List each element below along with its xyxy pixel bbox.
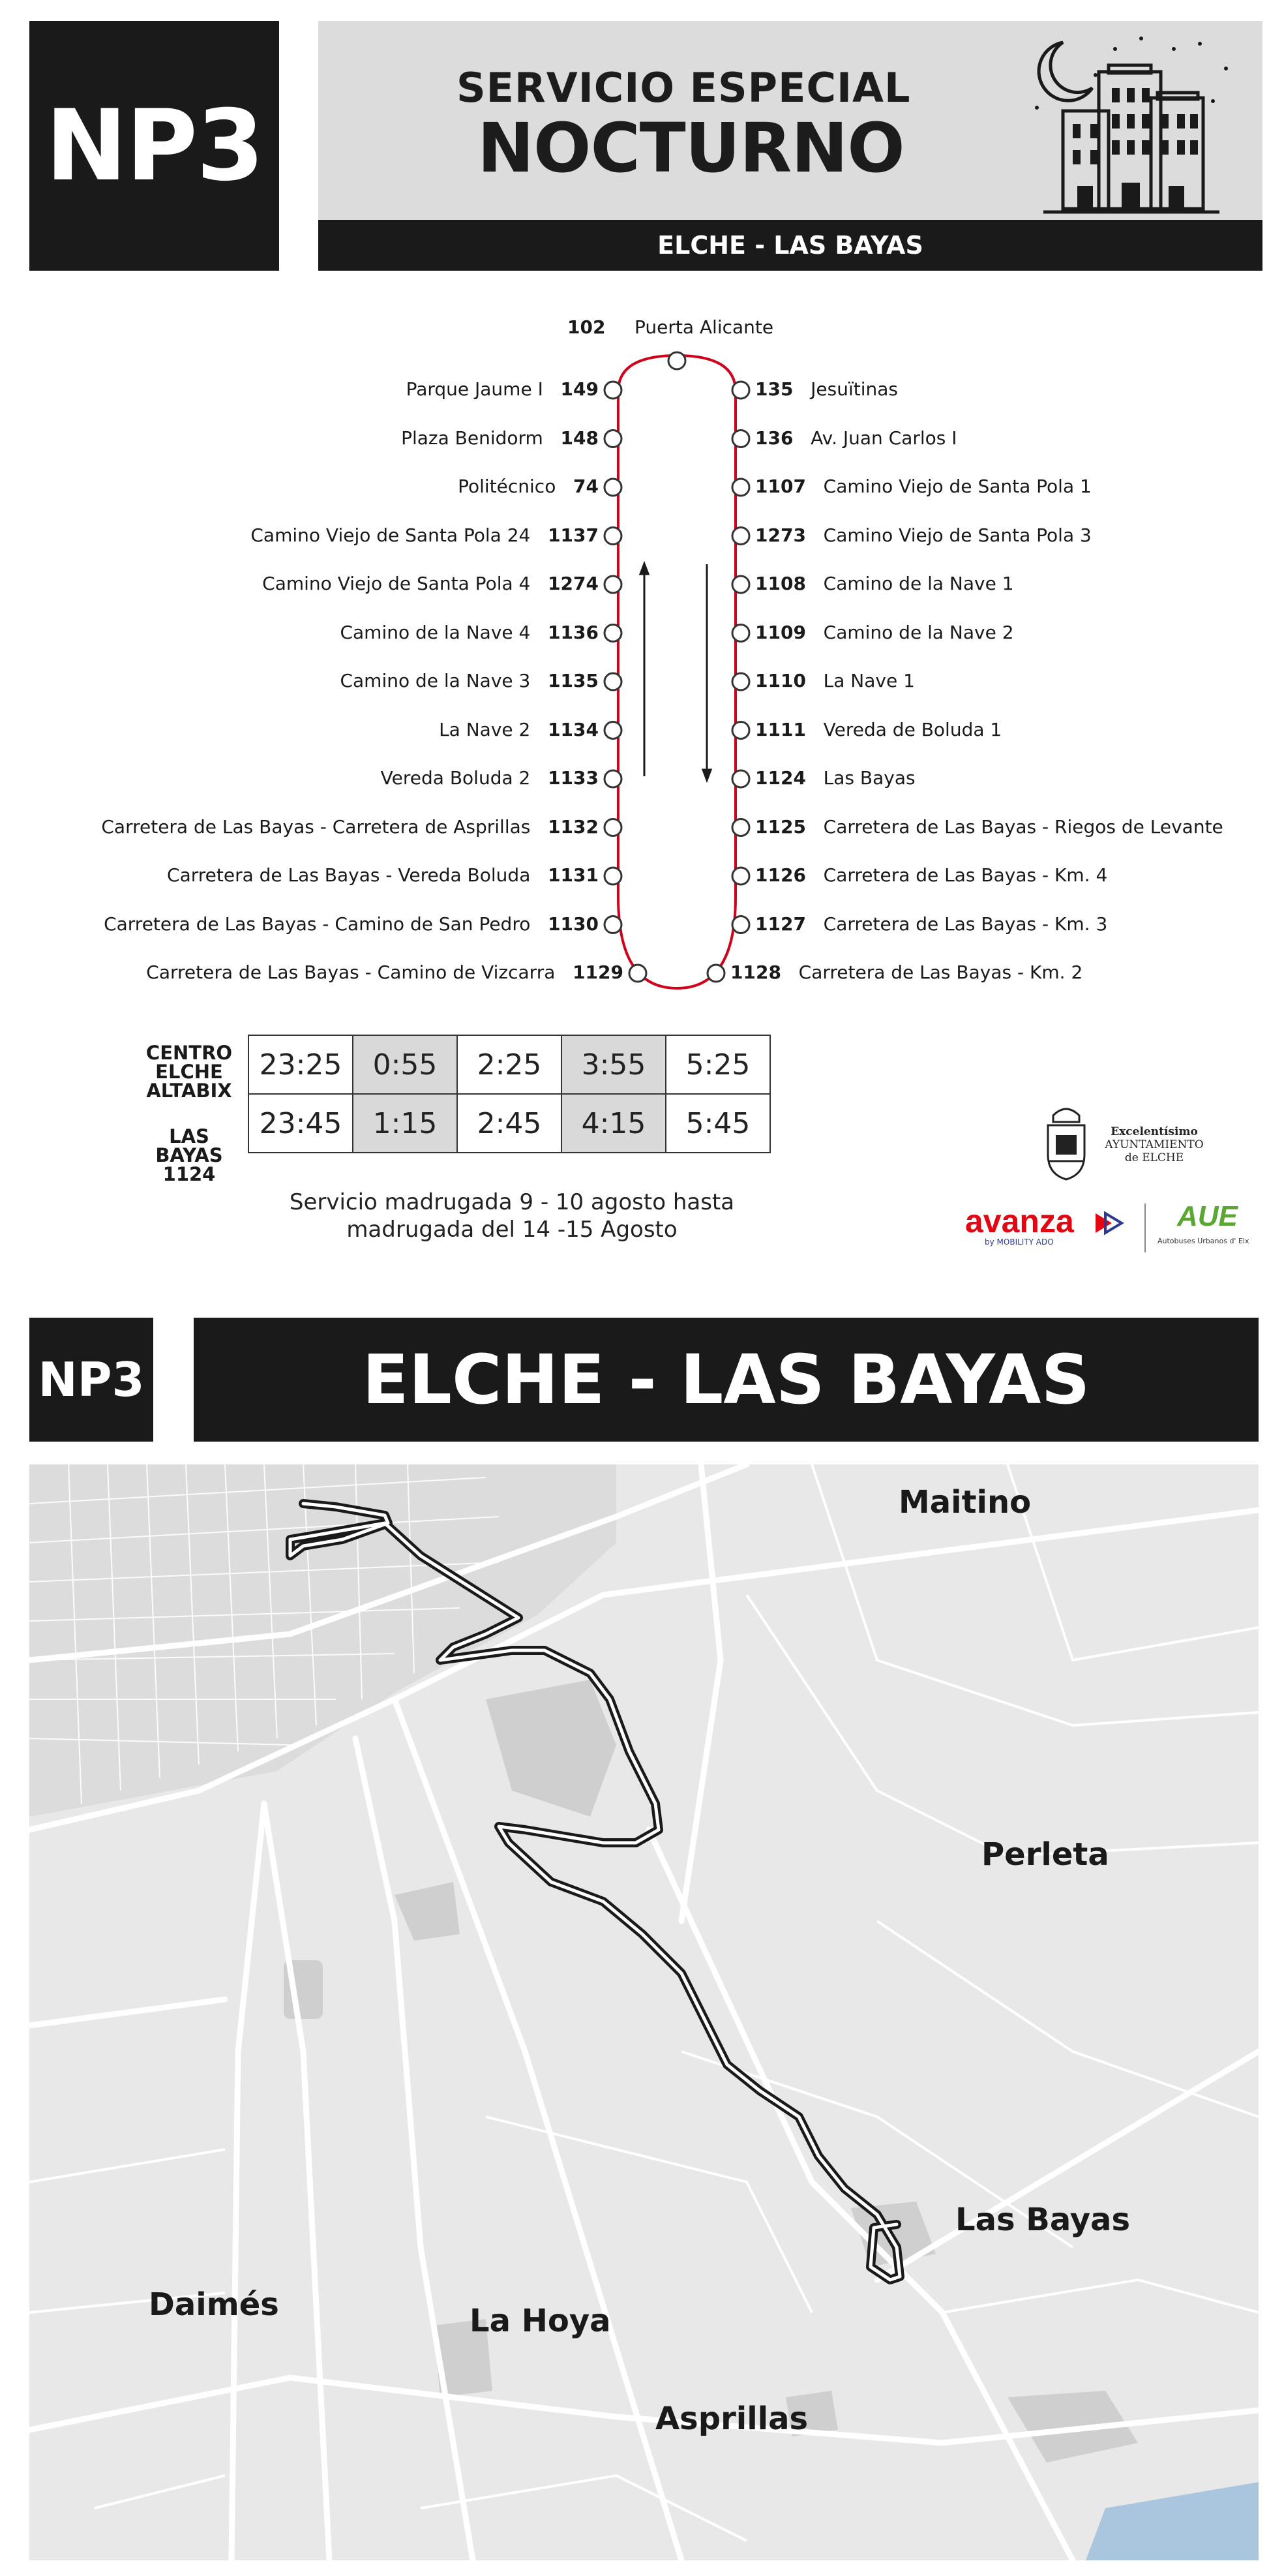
stop-dot (605, 625, 621, 642)
map-canvas (29, 1464, 1259, 2560)
stop-left (104, 913, 599, 935)
stop-number: 1111 (755, 718, 806, 740)
aue-wordmark: AUE (1177, 1200, 1238, 1232)
stop-name: Parque Jaume I (406, 378, 543, 400)
stop-left (340, 622, 599, 643)
stop-name: Politécnico (458, 476, 556, 497)
stop-name: Vereda Boluda 2 (380, 767, 531, 789)
stop-number: 1130 (548, 913, 599, 935)
stop-number: 1128 (730, 962, 781, 983)
route-title-bar-large (194, 1318, 1259, 1442)
origin-line2: ELCHE (155, 1061, 223, 1083)
ayuntamiento-logo (1034, 1102, 1203, 1184)
stop-dot (732, 673, 749, 690)
stop-left (167, 864, 599, 886)
avanza-logo (965, 1204, 1135, 1249)
map-label-perleta: Perleta (981, 1836, 1109, 1873)
stop-name: La Nave 1 (823, 670, 915, 691)
stop-name: Jesuïtinas (811, 378, 899, 400)
stop-left (101, 816, 599, 838)
time-cell: 5:25 (666, 1035, 770, 1094)
destination-line2: 1124 (162, 1163, 216, 1185)
stop-name: Carretera de Las Bayas - Camino de San Pedro (104, 913, 531, 935)
stop-name: Camino de la Nave 3 (340, 670, 531, 691)
logo-divider (1144, 1204, 1146, 1252)
stop-number: 102 (567, 316, 606, 338)
stop-name: Las Bayas (823, 767, 916, 789)
stop-right (755, 767, 916, 789)
stop-left (262, 573, 599, 594)
map-label-las-bayas: Las Bayas (955, 2202, 1131, 2238)
aue-subtitle: Autobuses Urbanos d' Elx (1157, 1237, 1249, 1245)
stop-name: Vereda de Boluda 1 (823, 718, 1002, 740)
stop-left (406, 378, 599, 400)
stop-right (755, 670, 915, 691)
stop-name: Camino de la Nave 1 (823, 573, 1014, 594)
route-loop-line (618, 356, 736, 988)
stop-name: Plaza Benidorm (401, 427, 543, 449)
map-label-daimes: Daimés (149, 2286, 279, 2323)
stop-dot (732, 431, 749, 447)
stop-left (340, 670, 599, 691)
stop-left (381, 767, 599, 789)
stop-number: 1273 (755, 524, 806, 546)
timetable-row-destination (248, 1094, 770, 1153)
ayto-line3: de ELCHE (1124, 1151, 1184, 1164)
stop-dot (605, 431, 621, 447)
service-note (248, 1189, 776, 1243)
stop-right (755, 476, 1092, 497)
stop-dot (732, 770, 749, 787)
stop-dot (732, 722, 749, 739)
stop-left (250, 524, 599, 546)
stop-name: Av. Juan Carlos I (811, 427, 957, 449)
stop-number: 1107 (755, 476, 806, 497)
stop-name: Carretera de Las Bayas - Carretera de Asprillas (101, 815, 531, 838)
timetable-row-origin (248, 1035, 770, 1094)
stop-number: 74 (573, 476, 599, 497)
route-title: ELCHE - LAS BAYAS (657, 231, 923, 260)
stop-name: Carretera de Las Bayas - Km. 2 (798, 962, 1083, 983)
time-cell: 2:25 (457, 1035, 561, 1094)
arrow-up-icon (640, 564, 648, 574)
map-label-maitino: Maitino (899, 1484, 1032, 1521)
stop-dot (605, 673, 621, 690)
avanza-arrow-icon (1096, 1210, 1128, 1236)
stop-right (755, 816, 1223, 838)
origin-line1: CENTRO (145, 1042, 233, 1064)
stop-right (730, 962, 1082, 983)
title-line2: NOCTURNO (477, 108, 904, 188)
stop-dot (605, 917, 621, 933)
destination-line1: LAS BAYAS (155, 1125, 223, 1166)
stop-dot (605, 722, 621, 739)
ayto-line1: Excelentísimo (1111, 1125, 1198, 1138)
stop-name: Carretera de Las Bayas - Km. 3 (823, 913, 1108, 935)
stop-right (755, 427, 957, 449)
service-note-line2: madrugada del 14 -15 Agosto (346, 1217, 678, 1243)
line-badge-small-text: NP3 (38, 1352, 145, 1407)
stop-dot (605, 382, 621, 399)
time-cell: 23:25 (248, 1035, 353, 1094)
stop-number: 1135 (548, 670, 599, 691)
stop-number: 1108 (755, 573, 806, 594)
time-cell: 23:45 (248, 1094, 353, 1153)
stop-number: 1109 (755, 621, 806, 643)
stop-number: 1125 (755, 815, 806, 838)
stop-name: Camino Viejo de Santa Pola 4 (262, 573, 531, 594)
stop-dot (732, 382, 749, 399)
stop-dot (708, 965, 724, 982)
stop-dot-top (668, 352, 685, 369)
stop-name: Camino Viejo de Santa Pola 1 (823, 476, 1092, 497)
stop-number: 1124 (755, 767, 806, 789)
stop-number: 1137 (548, 524, 599, 546)
stop-dot (732, 868, 749, 885)
stop-number: 1132 (548, 815, 599, 838)
stop-dot (605, 819, 621, 836)
stop-number: 1127 (755, 913, 806, 935)
timetable (248, 1035, 771, 1153)
timetable-origin-label (134, 1044, 245, 1100)
stop-right (755, 378, 898, 400)
stop-number: 1110 (755, 670, 806, 691)
stop-number: 135 (755, 378, 794, 400)
stop-right (755, 864, 1107, 886)
stop-number: 148 (560, 427, 599, 449)
stop-name: Carretera de Las Bayas - Riegos de Levante (823, 815, 1223, 838)
stop-name: Camino de la Nave 4 (340, 621, 531, 643)
stop-dot (605, 770, 621, 787)
stop-dot (605, 868, 621, 885)
arrow-down-icon (703, 770, 711, 780)
stop-top (567, 316, 773, 338)
stop-dot (732, 917, 749, 933)
stop-name: Camino Viejo de Santa Pola 24 (250, 524, 531, 546)
stop-left (401, 427, 599, 449)
stop-right (755, 524, 1092, 546)
stop-dot (605, 479, 621, 496)
stop-dot (605, 528, 621, 545)
stop-number: 1136 (548, 621, 599, 643)
stop-number: 136 (755, 427, 794, 449)
avanza-subtitle: by MOBILITY ADO (985, 1237, 1054, 1247)
stop-left (458, 476, 599, 497)
stop-name: Puerta Alicante (634, 316, 774, 338)
time-cell: 1:15 (353, 1094, 457, 1153)
time-cell: 5:45 (666, 1094, 770, 1153)
stop-right (755, 719, 1002, 740)
stop-dot (732, 819, 749, 836)
time-cell: 4:15 (561, 1094, 666, 1153)
stop-name: Carretera de Las Bayas - Camino de Vizcarra (146, 962, 556, 983)
stop-dot (629, 965, 646, 982)
stop-left (146, 962, 623, 983)
time-cell: 0:55 (353, 1035, 457, 1094)
stop-right (755, 573, 1014, 594)
time-cell: 2:45 (457, 1094, 561, 1153)
timetable-destination-label (134, 1127, 245, 1184)
avanza-wordmark: avanza (965, 1203, 1074, 1239)
stop-dot (732, 479, 749, 496)
line-badge-text: NP3 (45, 89, 263, 203)
stop-number: 1131 (548, 864, 599, 886)
ayto-line2: AYUNTAMIENTO (1105, 1138, 1204, 1151)
route-title-large: ELCHE - LAS BAYAS (362, 1340, 1090, 1419)
map-label-la-hoya: La Hoya (470, 2303, 611, 2339)
stop-number: 1134 (548, 718, 599, 740)
stop-right (755, 913, 1107, 935)
stop-number: 1133 (548, 767, 599, 789)
stop-number: 149 (560, 378, 599, 400)
stop-name: Camino Viejo de Santa Pola 3 (823, 524, 1092, 546)
line-badge-small (29, 1318, 153, 1442)
title-line1: SERVICIO ESPECIAL (456, 64, 911, 112)
map-label-asprillas: Asprillas (655, 2401, 809, 2437)
stop-left (439, 719, 599, 740)
route-map (29, 1464, 1259, 2560)
stop-number: 1126 (755, 864, 806, 886)
coat-of-arms-icon (1034, 1102, 1099, 1184)
stop-dot (732, 576, 749, 593)
stop-name: La Nave 2 (439, 718, 531, 740)
stop-name: Carretera de Las Bayas - Vereda Boluda (167, 864, 531, 886)
stop-right (755, 622, 1014, 643)
stop-dot (605, 576, 621, 593)
origin-line3: ALTABIX (146, 1080, 232, 1102)
stop-number: 1129 (573, 962, 623, 983)
stop-name: Carretera de Las Bayas - Km. 4 (823, 864, 1108, 886)
service-note-line1: Servicio madrugada 9 - 10 agosto hasta (289, 1189, 735, 1215)
stop-dot (732, 528, 749, 545)
time-cell: 3:55 (561, 1035, 666, 1094)
aue-logo (1157, 1200, 1262, 1252)
stop-number: 1274 (548, 573, 599, 594)
stop-name: Camino de la Nave 2 (823, 621, 1014, 643)
stop-dot (732, 625, 749, 642)
